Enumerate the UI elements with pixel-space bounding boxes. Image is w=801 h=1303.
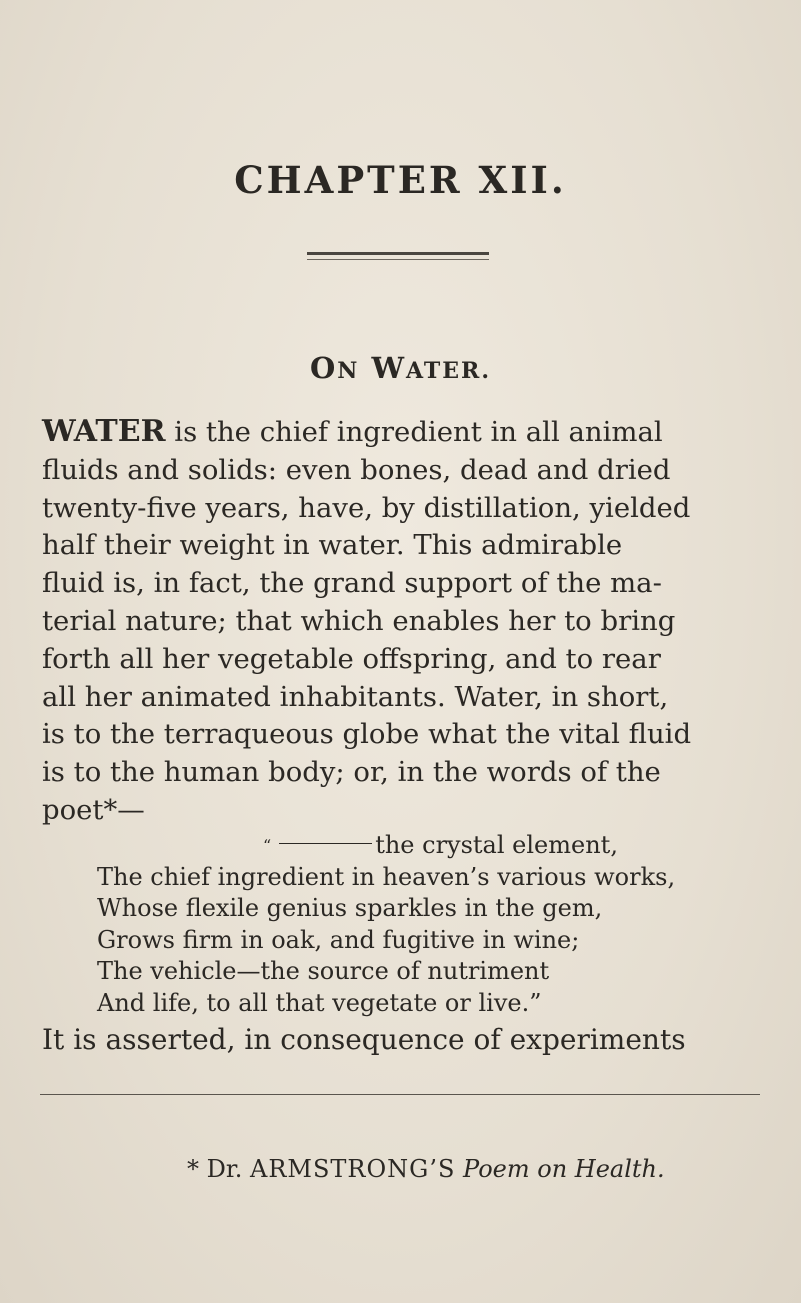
footnote-author: ARMSTRONG’S <box>249 1155 456 1183</box>
verse-line: The vehicle—the source of nutriment <box>97 957 550 985</box>
body-line: poet*— <box>42 793 145 826</box>
section-title-rest-1: N <box>337 358 360 384</box>
body-line: twenty-five years, have, by distillation, yielded <box>42 491 691 524</box>
verse-line: The chief ingredient in heaven’s various works, <box>97 862 676 891</box>
body-line: terial nature; that which enables her to bring <box>42 604 676 637</box>
body-line-text: is the chief ingredient in all animal <box>165 416 663 448</box>
body-line: forth all her vegetable offspring, and to rear <box>42 642 661 675</box>
body-line: fluids and solids: even bones, dead and dried <box>42 453 671 486</box>
verse-quotation <box>97 830 757 1019</box>
verse-line-text: the crystal element, <box>375 831 618 859</box>
body-line: fluid is, in fact, the grand support of the ma- <box>42 567 662 600</box>
verse-line: And life, to all that vegetate or live.” <box>97 988 542 1017</box>
section-title-rest-2: ATER. <box>406 358 491 384</box>
section-title-initial-1: O <box>309 351 338 385</box>
body-line: half their weight in water. This admirable <box>42 529 623 562</box>
open-quote-mark: “ <box>263 836 272 855</box>
footnote-prefix: Dr. <box>206 1155 250 1183</box>
verse-line: Whose flexile genius sparkles in the gem, <box>97 894 603 922</box>
footnote-work-title: Poem on Health. <box>463 1155 665 1183</box>
body-line: is to the terraqueous globe what the vital fluid <box>42 718 692 751</box>
body-line <box>42 413 772 452</box>
verse-line: Grows firm in oak, and fugitive in wine; <box>97 925 580 954</box>
footnote <box>187 1155 707 1183</box>
section-title <box>0 351 801 385</box>
closing-line: It is asserted, in consequence of experiments <box>42 1023 686 1056</box>
body-line: all her animated inhabitants. Water, in short, <box>42 680 669 713</box>
footnote-rule <box>40 1094 760 1095</box>
body-line: is to the human body; or, in the words of the <box>42 756 661 789</box>
section-title-initial-2: W <box>371 351 407 385</box>
chapter-heading: CHAPTER XII. <box>234 158 567 202</box>
footnote-marker: * <box>187 1155 199 1183</box>
verse-line <box>97 830 757 862</box>
verse-dash <box>279 843 372 844</box>
body-paragraph <box>42 413 772 830</box>
opening-word: WATER <box>42 414 166 449</box>
chapter-rule <box>307 252 489 255</box>
chapter-rule-thin <box>307 259 489 260</box>
